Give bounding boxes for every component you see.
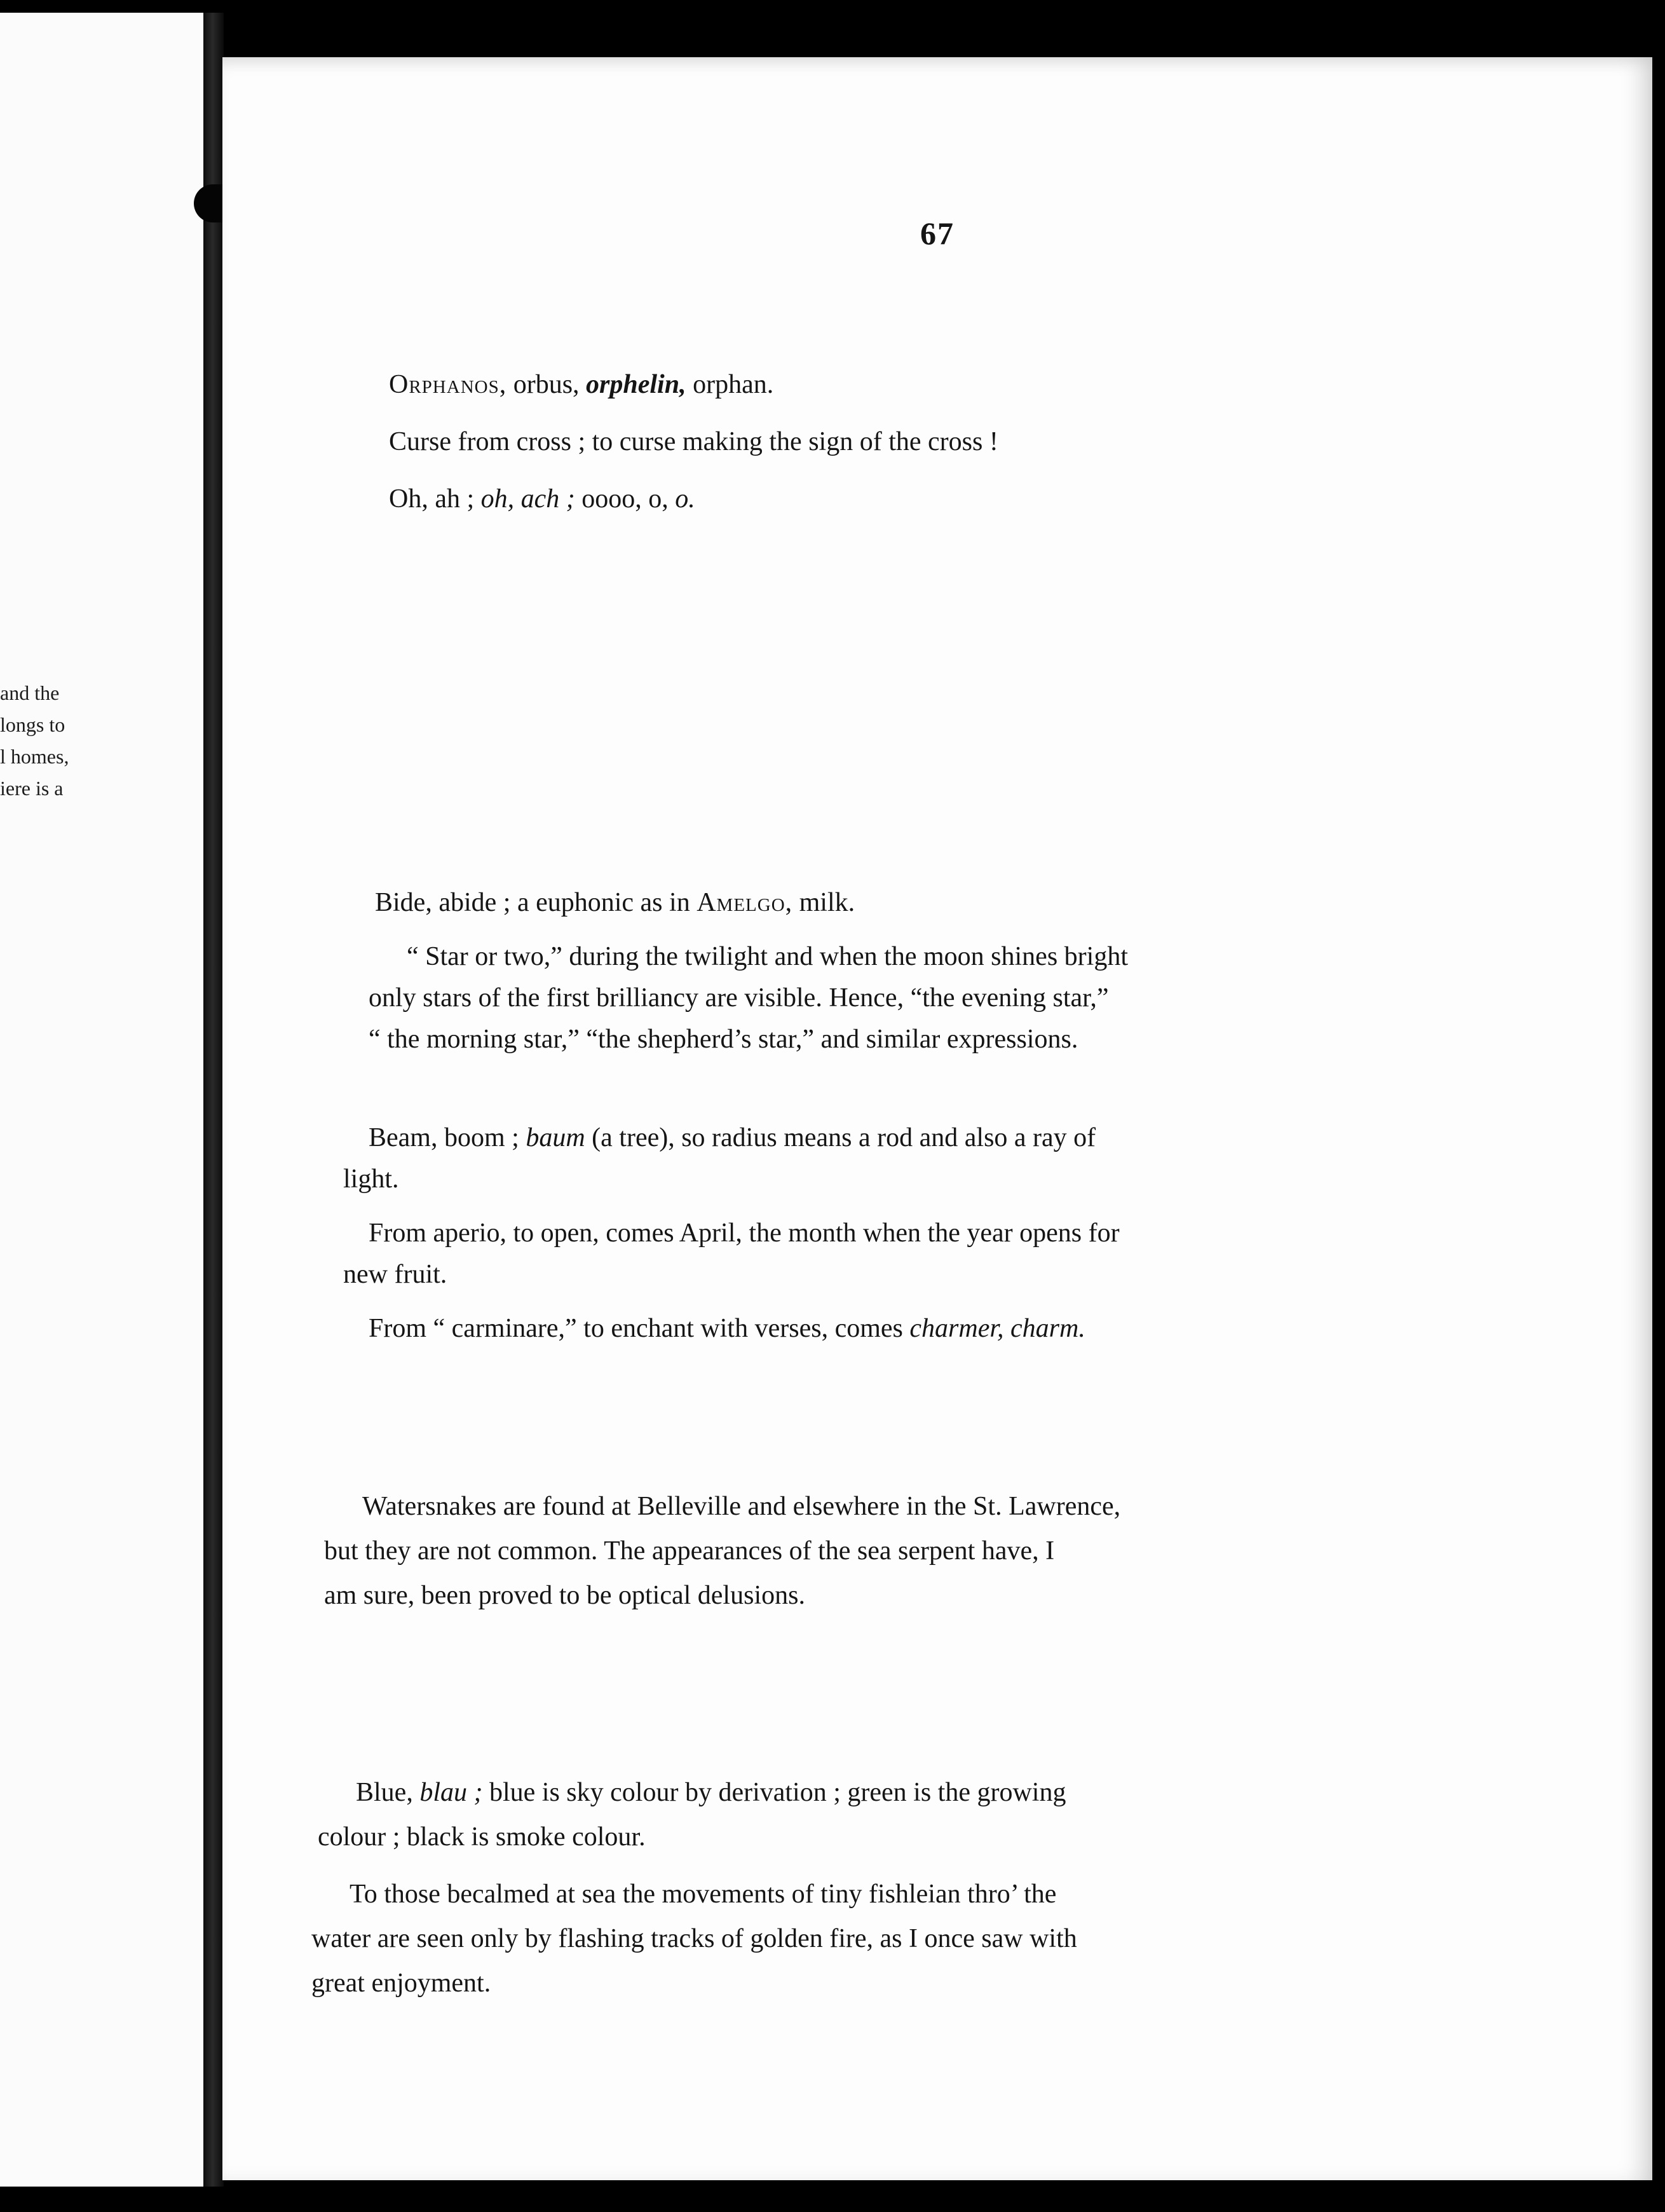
entry-becalmed-line: To those becalmed at sea the movements of tiny fishleian thro’ the [350, 1880, 1057, 1909]
entry-blue: Blue, blau ; blue is sky colour by derivation ; green is the growing [356, 1778, 1066, 1807]
entry-becalmed-line: great enjoyment. [311, 1969, 491, 1998]
entry-watersnakes-line: but they are not common. The appearances of the sea serpent have, I [324, 1536, 1055, 1566]
entry-becalmed-line: water are seen only by flashing tracks of golden fire, as I once saw with [311, 1924, 1077, 1953]
term-orphanos: Orphanos, [389, 370, 507, 399]
book-gutter [203, 13, 224, 2187]
entry-oh: Oh, ah ; oh, ach ; oooo, o, o. [389, 484, 695, 514]
term-amelgo: Amelgo, [697, 888, 793, 917]
left-page-line: and the [0, 681, 60, 704]
left-page-line: iere is a [0, 777, 64, 800]
entry-star-line: “ the morning star,” “the shepherd’s star,” and similar expressions. [369, 1025, 1078, 1054]
entry-curse: Curse from cross ; to curse making the sign of the cross ! [389, 427, 998, 456]
entry-star-line: only stars of the first brilliancy are visible. Hence, “the evening star,” [369, 983, 1109, 1013]
entry-watersnakes-line: am sure, been proved to be optical delusions. [324, 1581, 805, 1610]
entry-blue-line: colour ; black is smoke colour. [318, 1822, 646, 1852]
right-page [222, 57, 1652, 2180]
left-page-line: l homes, [0, 745, 69, 768]
entry-watersnakes-line: Watersnakes are found at Belleville and elsewhere in the St. Lawrence, [362, 1492, 1121, 1521]
entry-beam-line: light. [343, 1164, 399, 1194]
entry-aperio-line: From aperio, to open, comes April, the month when the year opens for [369, 1219, 1120, 1248]
term-orphelin: orphelin, [586, 370, 686, 399]
entry-star-line: “ Star or two,” during the twilight and when the moon shines bright [407, 942, 1128, 971]
entry-beam: Beam, boom ; baum (a tree), so radius means a rod and also a ray of [369, 1123, 1096, 1152]
page-number: 67 [920, 215, 955, 251]
left-page-text-fragment [0, 677, 69, 804]
entry-aperio-line: new fruit. [343, 1260, 447, 1289]
entry-charm: From “ carminare,” to enchant with verses, comes charmer, charm. [369, 1314, 1085, 1343]
left-page [0, 13, 210, 2187]
left-page-line: longs to [0, 713, 65, 736]
entry-bide: Bide, abide ; a euphonic as in Amelgo, milk. [375, 888, 855, 917]
entry-orphanos: Orphanos, orbus, orphelin, orphan. [389, 370, 774, 399]
